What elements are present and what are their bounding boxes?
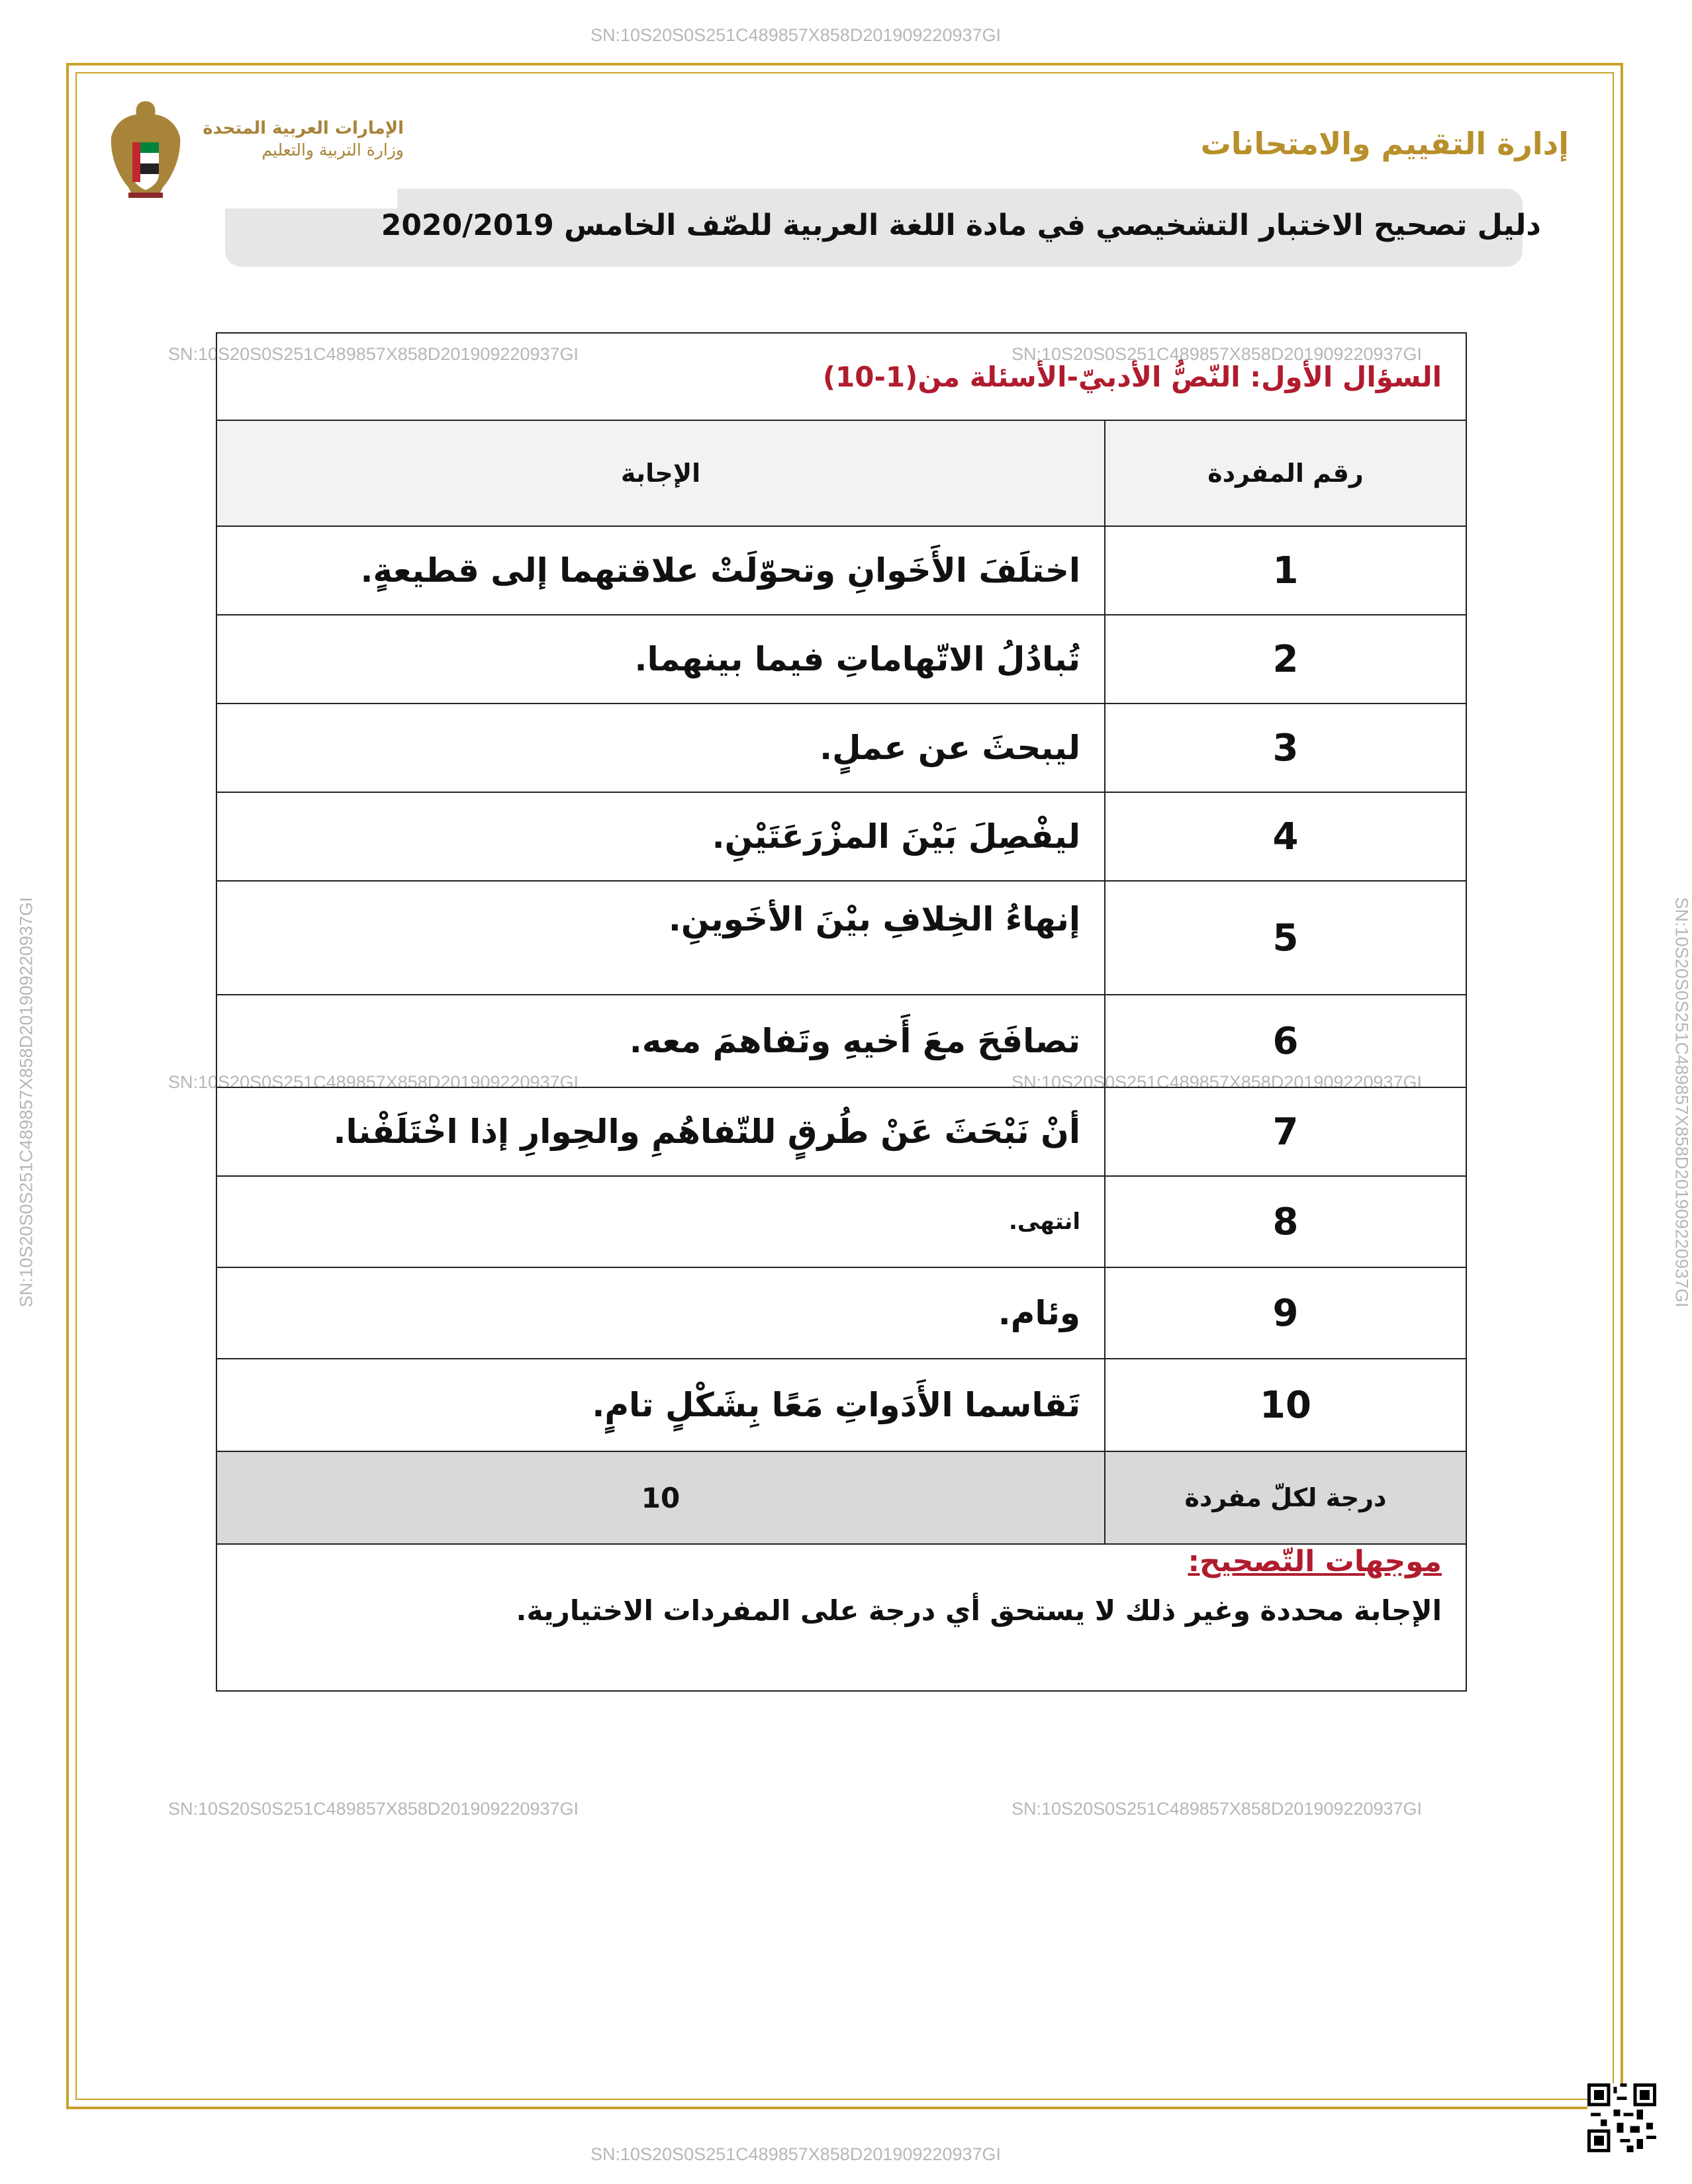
table-row [216, 526, 1466, 615]
serial-upper-left: SN:10S20S0S251C489857X858D201909220937GI [168, 344, 579, 364]
serial-lower-right: SN:10S20S0S251C489857X858D201909220937GI [1011, 1799, 1423, 1819]
question-header-row [216, 333, 1466, 420]
item-number: 8 [1105, 1176, 1466, 1267]
serial-vertical-left: SN:10S20S0S251C489857X858D201909220937GI [16, 897, 36, 1308]
item-number: 7 [1105, 1087, 1466, 1176]
table-row [216, 1176, 1466, 1267]
item-answer: تُبادُلُ الاتّهاماتِ فيما بينهما. [216, 615, 1105, 704]
ministry-name [192, 118, 404, 160]
serial-middle-left: SN:10S20S0S251C489857X858D201909220937GI [168, 1072, 579, 1092]
column-header-row [216, 420, 1466, 526]
table-row [216, 881, 1466, 995]
item-number: 10 [1105, 1359, 1466, 1451]
table-row [216, 1267, 1466, 1359]
ministry-line2: وزارة التربية والتعليم [261, 140, 404, 159]
item-answer: تَقاسما الأَدَواتِ مَعًا بِشَكْلٍ تامٍ. [216, 1359, 1105, 1451]
item-answer: وئام. [216, 1267, 1105, 1359]
answer-key-table [216, 332, 1467, 1692]
item-number: 5 [1105, 881, 1466, 995]
item-answer: أنْ نَبْحَثَ عَنْ طُرقٍ للتّفاهُمِ والحِوارِ إذا اخْتَلَفْنا. [216, 1087, 1105, 1176]
serial-bottom: SN:10S20S0S251C489857X858D201909220937GI [590, 2144, 1002, 2164]
grade-value: 10 [216, 1451, 1105, 1544]
column-header-number: رقم المفردة [1105, 420, 1466, 526]
title-bar-tab [225, 182, 397, 208]
notes-row [216, 1544, 1466, 1691]
item-number: 2 [1105, 615, 1466, 704]
table-row [216, 1087, 1466, 1176]
item-number: 6 [1105, 995, 1466, 1087]
item-answer: ليبحثَ عن عملٍ. [216, 704, 1105, 792]
item-answer: تصافَحَ معَ أَخيهِ وتَفاهمَ معه. [216, 995, 1105, 1087]
grade-label: درجة لكلّ مفردة [1105, 1451, 1466, 1544]
serial-lower-left: SN:10S20S0S251C489857X858D201909220937GI [168, 1799, 579, 1819]
notes-cell [216, 1544, 1466, 1691]
question-title: السؤال الأول: النّصُّ الأدبيّ-الأسئلة من(1-10) [822, 360, 1442, 393]
item-number: 9 [1105, 1267, 1466, 1359]
ministry-line1: الإمارات العربية المتحدة [203, 118, 404, 138]
department-name: إدارة التقييم والامتحانات [1200, 126, 1569, 161]
item-answer: إنهاءُ الخِلافِ بيْنَ الأخَوينِ. [216, 881, 1105, 995]
table-row [216, 792, 1466, 881]
notes-text: الإجابة محددة وغير ذلك لا يستحق أي درجة على المفردات الاختيارية. [516, 1594, 1442, 1627]
table-row [216, 995, 1466, 1087]
item-number: 4 [1105, 792, 1466, 881]
item-answer: ليفْصِلَ بَيْنَ المزْرَعَتَيْنِ. [216, 792, 1105, 881]
serial-middle-right: SN:10S20S0S251C489857X858D201909220937GI [1011, 1072, 1423, 1092]
question-title-cell [216, 333, 1466, 420]
uae-emblem-icon [106, 96, 185, 202]
item-answer: اختلَفَ الأَخَوانِ وتحوّلَتْ علاقتهما إلى قطيعةٍ. [216, 526, 1105, 615]
item-answer: انتهى. [216, 1176, 1105, 1267]
serial-vertical-right: SN:10S20S0S251C489857X858D201909220937GI [1671, 897, 1692, 1308]
notes-title: موجهات التّصحيح: [1188, 1545, 1442, 1578]
table-row [216, 704, 1466, 792]
table-row [216, 1359, 1466, 1451]
grade-row [216, 1451, 1466, 1544]
item-number: 3 [1105, 704, 1466, 792]
serial-upper-right: SN:10S20S0S251C489857X858D201909220937GI [1011, 344, 1423, 364]
serial-top: SN:10S20S0S251C489857X858D201909220937GI [590, 25, 1002, 45]
table-row [216, 615, 1466, 704]
qr-code-icon [1587, 2083, 1656, 2152]
column-header-answer: الإجابة [216, 420, 1105, 526]
page-title: دليل تصحيح الاختبار التشخيصي في مادة اللغة العربية للصّف الخامس 2020/2019 [381, 208, 1541, 242]
item-number: 1 [1105, 526, 1466, 615]
